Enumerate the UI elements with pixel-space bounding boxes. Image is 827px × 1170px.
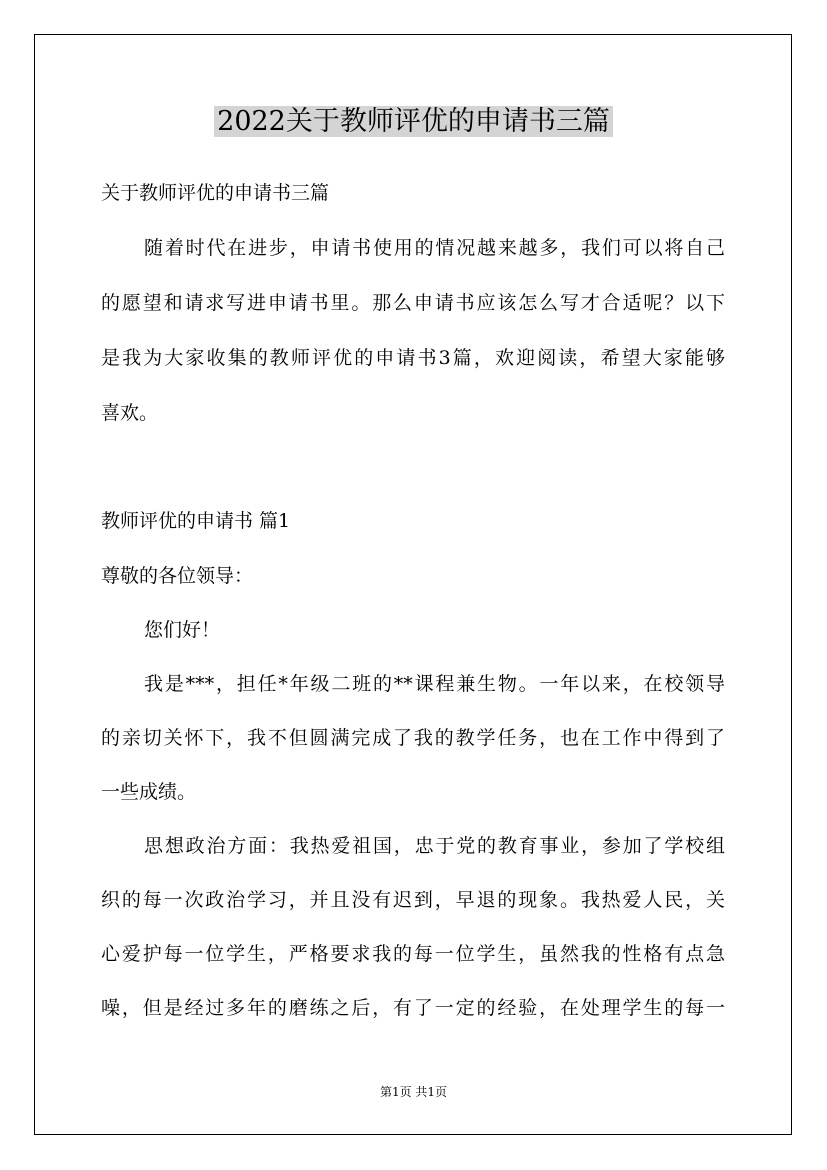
document-title-text: 2022关于教师评优的申请书三篇 bbox=[214, 106, 613, 137]
paragraph1-line-3: 一些成绩。 bbox=[101, 781, 197, 803]
page-footer: 第1页 共1页 bbox=[379, 1085, 448, 1099]
salutation: 尊敬的各位领导： bbox=[101, 565, 254, 587]
paragraph2-line-1: 思想政治方面：我热爱祖国，忠于党的教育事业，参加了学校组 bbox=[144, 835, 725, 857]
paragraph1-line-2: 的亲切关怀下，我不但圆满完成了我的教学任务，也在工作中得到了 bbox=[101, 727, 725, 749]
greeting: 您们好！ bbox=[144, 619, 221, 641]
document-title bbox=[0, 104, 827, 140]
intro-line-4: 喜欢。 bbox=[101, 402, 159, 424]
intro-line-2: 的愿望和请求写进申请书里。那么申请书应该怎么写才合适呢？以下 bbox=[101, 292, 725, 314]
intro-line-3: 是我为大家收集的教师评优的申请书3篇，欢迎阅读，希望大家能够 bbox=[101, 347, 725, 369]
document-subtitle: 关于教师评优的申请书三篇 bbox=[101, 182, 330, 204]
paragraph2-line-4: 噪，但是经过多年的磨练之后，有了一定的经验，在处理学生的每一 bbox=[101, 997, 725, 1019]
paragraph2-line-2: 织的每一次政治学习，并且没有迟到，早退的现象。我热爱人民，关 bbox=[101, 889, 725, 911]
paragraph1-line-1: 我是***，担任*年级二班的**课程兼生物。一年以来，在校领导 bbox=[144, 673, 725, 695]
intro-line-1: 随着时代在进步，申请书使用的情况越来越多，我们可以将自己 bbox=[144, 237, 725, 259]
paragraph2-line-3: 心爱护每一位学生，严格要求我的每一位学生，虽然我的性格有点急 bbox=[101, 943, 725, 965]
section-heading: 教师评优的申请书 篇1 bbox=[101, 510, 291, 532]
